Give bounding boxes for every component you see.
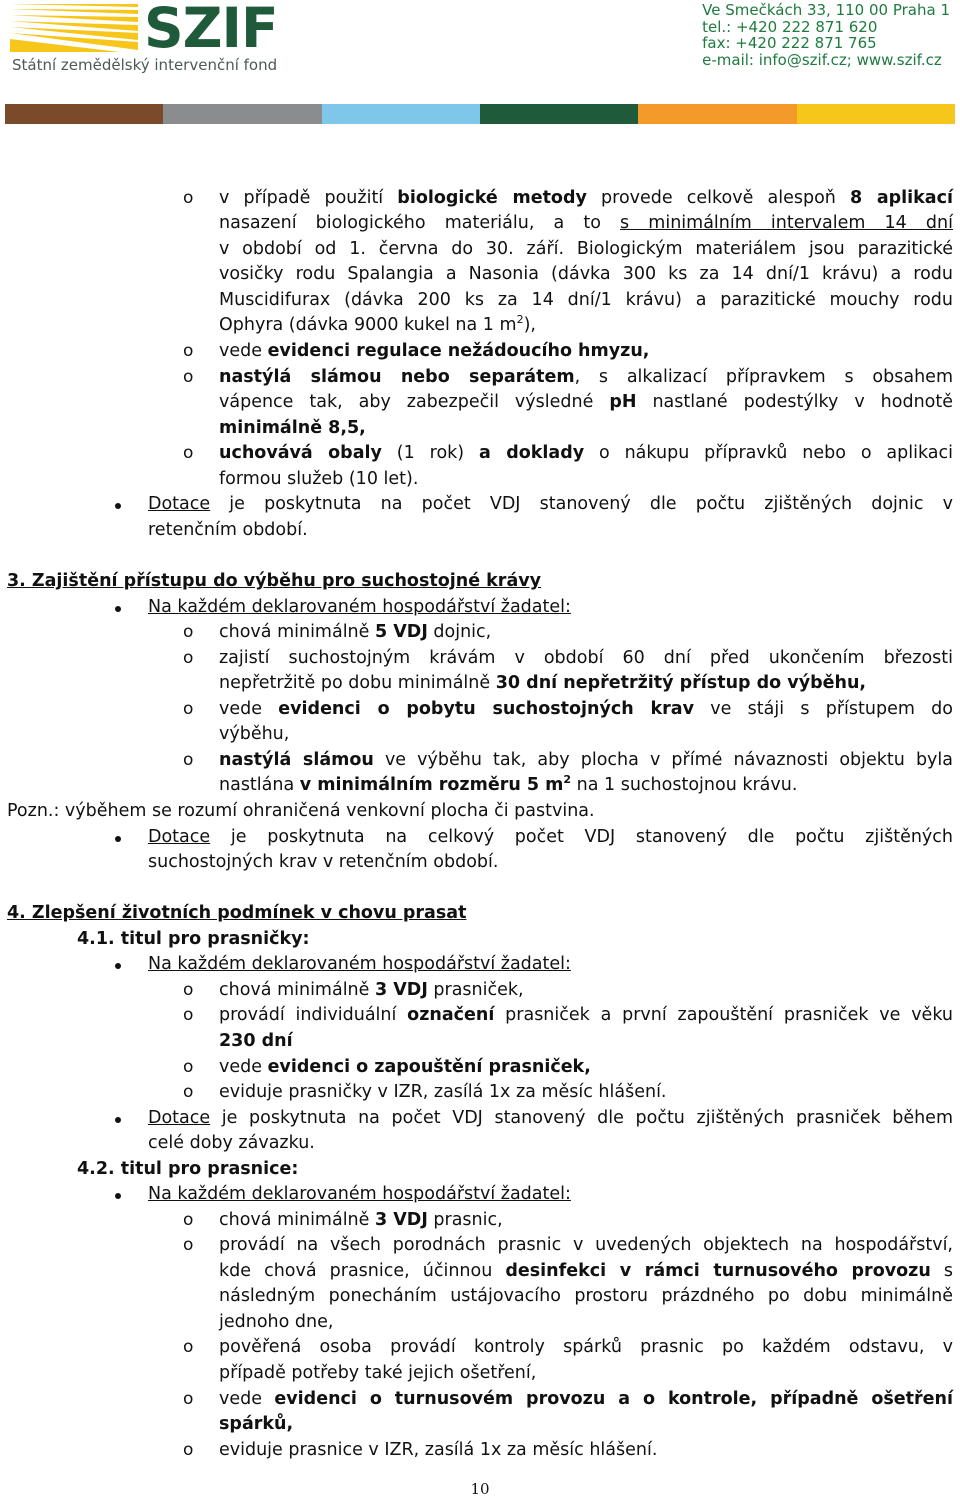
text-line (148, 595, 571, 620)
text-line: jednoho dne, (219, 1312, 334, 1332)
text-run: je poskytnuta na počet VDJ stanovený dle počtu zjištěných dojnic v (210, 494, 953, 514)
text-line (219, 1055, 591, 1080)
text-line (219, 186, 953, 211)
text-line (219, 1029, 293, 1054)
list-marker: o (183, 622, 194, 642)
text-run-underline: Dotace (148, 494, 211, 514)
text-run-bold: nastýlá slámou (219, 750, 374, 770)
text-line: suchostojných krav v retenčním období. (148, 852, 499, 872)
note-line: Pozn.: výběhem se rozumí ohraničená venkovní plocha či pastvina. (7, 801, 595, 821)
list-marker: o (183, 750, 194, 770)
text-line (219, 365, 953, 390)
bullet-dot (115, 836, 121, 842)
bullet-dot (115, 503, 121, 509)
text-run: vede (219, 1057, 268, 1077)
text-run-bold: nastýlá slámou nebo separátem (219, 367, 575, 387)
text-run: prasniček a první zapouštění prasniček ve věku (494, 1005, 954, 1025)
superscript: 2 (516, 313, 524, 327)
text-line: následným ponecháním ustájovacího prostoru prázdného po dobu minimálně (219, 1286, 953, 1306)
text-run-underline: Dotace (148, 1108, 211, 1128)
contact-phone: tel.: +420 222 871 620 (702, 17, 878, 36)
text-run-bold: evidenci o turnusovém provozu a o kontrole, případně ošetření (274, 1389, 953, 1409)
text-run: ve stáji s přístupem do (694, 699, 953, 719)
text-run: prasnic, (427, 1210, 503, 1230)
text-run: ve výběhu tak, aby plocha v přímé návaznosti objektu byla (373, 750, 953, 770)
contact-fax: fax: +420 222 871 765 (702, 34, 877, 52)
subsection-heading: 4.2. titul pro prasnice: (77, 1159, 299, 1179)
list-marker: o (183, 1440, 194, 1460)
list-marker: o (183, 1235, 194, 1255)
text-line (219, 1003, 953, 1028)
stripe-grey (163, 104, 321, 124)
text-line (219, 416, 366, 441)
text-run-underline: s minimálním intervalem 14 dní (620, 213, 953, 233)
text-line (219, 1412, 293, 1437)
text-run: v případě použití (219, 188, 398, 208)
contact-address: Ve Smečkách 33, 110 00 Praha 1 (702, 1, 950, 19)
list-marker: o (183, 1005, 194, 1025)
text-line (148, 952, 571, 977)
text-run-bold: označení (407, 1005, 495, 1025)
text-run: vede (219, 1389, 275, 1409)
text-line: formou služeb (10 let). (219, 469, 419, 489)
text-line: případě potřeby také jejich ošetření, (219, 1363, 537, 1383)
list-marker: o (183, 1389, 194, 1409)
bullet-dot (115, 606, 121, 612)
list-marker: o (183, 1337, 194, 1357)
list-marker: o (183, 648, 194, 668)
text-line: Muscidifurax (dávka 200 ks za 14 dní/1 krávu) a parazitické mouchy rodu (219, 290, 953, 310)
text-run: na 1 suchostojnou krávu. (571, 775, 798, 795)
text-run: ), (523, 315, 536, 335)
stripe-green (480, 104, 638, 124)
text-run-bold: a doklady (478, 443, 585, 463)
stripe-yellow (797, 104, 955, 124)
bullet-dot (115, 1117, 121, 1123)
text-run-bold: minimálně 8,5, (219, 418, 366, 438)
text-run: vede (219, 341, 268, 361)
text-run-bold: 3 VDJ (374, 1210, 428, 1230)
text-run: nastlané podestýlky v hodnotě (636, 392, 954, 412)
text-line: vosičky rodu Spalangia a Nasonia (dávka 300 ks za 14 dní/1 krávu) a rodu (219, 264, 953, 284)
list-marker: o (183, 367, 194, 387)
text-line: celé doby závazku. (148, 1133, 315, 1153)
text-line (219, 1259, 953, 1284)
text-run: (1 rok) (381, 443, 479, 463)
text-line (148, 492, 953, 517)
list-marker: o (183, 1210, 194, 1230)
text-run-underline: Na každém deklarovaném hospodářství žadatel: (148, 954, 571, 974)
text-line (219, 1387, 953, 1412)
text-line: v období od 1. června do 30. září. Biologickým materiálem jsou parazitické (219, 239, 953, 259)
text-line (219, 1208, 503, 1233)
superscript: 2 (563, 773, 572, 787)
text-run-bold: v minimálním rozměru 5 m (299, 775, 564, 795)
logo-subtitle: Státní zemědělský intervenční fond (12, 56, 278, 74)
text-line: eviduje prasnice v IZR, zasílá 1x za měsíc hlášení. (219, 1440, 658, 1460)
szif-logo (10, 0, 278, 76)
text-run: provede celkově alespoň (586, 188, 850, 208)
text-line (219, 748, 953, 773)
text-line: pověřená osoba provádí kontroly spárků prasnic po každém odstavu, v (219, 1337, 953, 1357)
list-marker: o (183, 1057, 194, 1077)
bullet-dot (115, 963, 121, 969)
list-marker: o (183, 699, 194, 719)
text-run: nastlána (219, 775, 300, 795)
text-run-underline: Na každém deklarovaném hospodářství žadatel: (148, 597, 571, 617)
text-run: dojnic, (427, 622, 492, 642)
text-line (219, 671, 866, 696)
text-run-bold: evidenci o zapouštění prasniček, (267, 1057, 591, 1077)
text-run: je poskytnuta na počet VDJ stanovený dle počtu zjištěných prasniček během (210, 1108, 953, 1128)
text-run: o nákupu přípravků nebo o aplikaci (584, 443, 953, 463)
text-line (219, 697, 953, 722)
bullet-dot (115, 1193, 121, 1199)
text-line: zajistí suchostojným krávám v období 60 dní před ukončením březosti (219, 648, 953, 668)
text-run-underline: Dotace (148, 827, 211, 847)
text-run: s (930, 1261, 953, 1281)
text-run: nasazení biologického materiálu, a to (219, 213, 621, 233)
section-heading: 3. Zajištění přístupu do výběhu pro suchostojné krávy (7, 571, 542, 591)
text-line (148, 1182, 571, 1207)
text-run-underline: Na každém deklarovaném hospodářství žadatel: (148, 1184, 571, 1204)
stripe-brown (5, 104, 163, 124)
text-line (219, 390, 953, 415)
text-run: , s alkalizací přípravkem s obsahem (574, 367, 953, 387)
text-run-bold: spárků, (219, 1414, 294, 1434)
text-run: vápence tak, aby zabezpečil výsledné (219, 392, 610, 412)
text-run: vede (219, 699, 279, 719)
text-run: prasniček, (427, 980, 524, 1000)
text-run-bold: 230 dní (219, 1031, 293, 1051)
subsection-heading: 4.1. titul pro prasničky: (77, 929, 310, 949)
text-line (148, 825, 953, 850)
text-run-bold: evidenci o pobytu suchostojných krav (278, 699, 695, 719)
text-run: provádí individuální (219, 1005, 408, 1025)
text-line (148, 1106, 953, 1131)
text-line (219, 978, 524, 1003)
page-number: 10 (470, 1480, 490, 1498)
text-run-bold: 3 VDJ (374, 980, 428, 1000)
stripe-orange (638, 104, 796, 124)
list-marker: o (183, 980, 194, 1000)
text-run: kde chová prasnice, účinnou (219, 1261, 506, 1281)
text-line (219, 620, 491, 645)
list-marker: o (183, 1082, 194, 1102)
contact-block (702, 2, 950, 68)
text-run: Ophyra (dávka 9000 kukel na 1 m (219, 315, 517, 335)
text-run: chová minimálně (219, 1210, 375, 1230)
text-line: retenčním období. (148, 520, 308, 540)
text-line (219, 313, 536, 338)
list-marker: o (183, 188, 194, 208)
text-run-bold: uchovává obaly (219, 443, 382, 463)
text-line (219, 441, 953, 466)
list-marker: o (183, 341, 194, 361)
text-run-bold: biologické metody (397, 188, 587, 208)
text-run-bold: 30 dní nepřetržitý přístup do výběhu, (495, 673, 867, 693)
text-line (219, 339, 649, 364)
text-run: je poskytnuta na celkový počet VDJ stanovený dle počtu zjištěných (210, 827, 953, 847)
sun-rays-icon (10, 4, 140, 52)
text-run-bold: desinfekci v rámci turnusového provozu (505, 1261, 931, 1281)
text-line (219, 211, 953, 236)
contact-email-web[interactable]: e-mail: info@szif.cz; www.szif.cz (702, 50, 942, 69)
text-line: výběhu, (219, 724, 290, 744)
text-run-bold: 8 aplikací (850, 188, 953, 208)
text-line (219, 773, 797, 798)
stripe-lightblue (322, 104, 480, 124)
color-stripe (5, 104, 955, 124)
logo-wordmark: SZIF (144, 0, 278, 60)
text-run-bold: evidenci regulace nežádoucího hmyzu, (267, 341, 650, 361)
text-line: provádí na všech porodnách prasnic v uvedených objektech na hospodářství, (219, 1235, 953, 1255)
text-run: chová minimálně (219, 622, 375, 642)
list-marker: o (183, 443, 194, 463)
text-run-bold: 5 VDJ (374, 622, 428, 642)
text-run: chová minimálně (219, 980, 375, 1000)
text-run: nepřetržitě po dobu minimálně (219, 673, 496, 693)
text-run-bold: pH (609, 392, 637, 412)
letterhead (0, 0, 960, 104)
section-heading: 4. Zlepšení životních podmínek v chovu prasat (7, 903, 467, 923)
text-line: eviduje prasničky v IZR, zasílá 1x za měsíc hlášení. (219, 1082, 667, 1102)
